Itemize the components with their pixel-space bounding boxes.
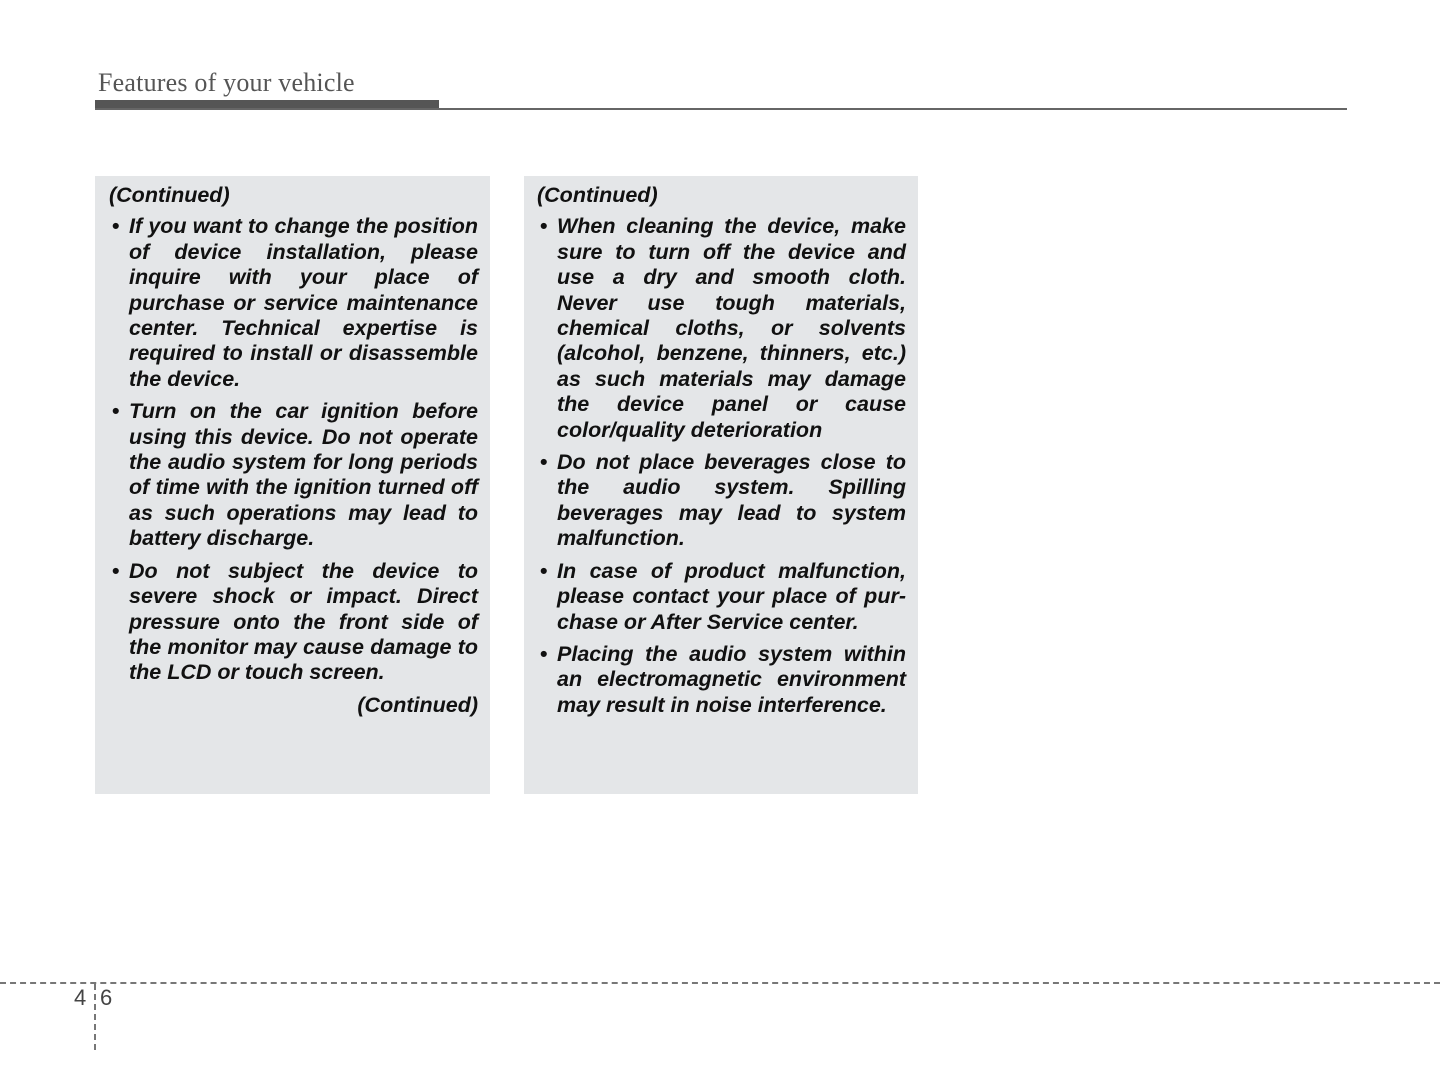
list-item <box>537 559 906 635</box>
header-rule <box>95 108 1347 110</box>
caution-list-left <box>109 214 478 685</box>
bullet-icon: • <box>112 214 120 239</box>
continued-label-top: (Continued) <box>109 183 230 207</box>
chapter-number: 4 <box>74 985 87 1010</box>
page-number: 6 <box>100 985 113 1010</box>
list-item <box>109 559 478 686</box>
continued-label-top: (Continued) <box>537 183 658 207</box>
bullet-icon: • <box>540 641 548 666</box>
list-item-text: If you want to change the position of device installation, please inquire with your place of purchase or service maintenance center. Technical expertise is required to install or disassemble the device. <box>129 214 478 391</box>
list-item <box>109 214 478 392</box>
list-item <box>109 399 478 551</box>
bullet-icon: • <box>540 558 548 583</box>
list-item-text: Do not subject the device to severe shock or impact. Direct pressure onto the front side of the monitor may cause damage to the LCD or touch screen. <box>129 558 478 685</box>
list-item-text: In case of product malfunction, please contact your place of purchase or After Service center. <box>557 558 906 634</box>
list-item <box>537 214 906 443</box>
footer-dashed-rule <box>0 982 1440 984</box>
bullet-icon: • <box>112 399 120 424</box>
bullet-icon: • <box>540 214 548 239</box>
bullet-icon: • <box>540 450 548 475</box>
caution-box-left <box>95 176 490 794</box>
list-item-text: Do not place beverages close to the audio system. Spilling beverages may lead to system malfunction. <box>557 450 906 551</box>
running-header-title: Features of your vehicle <box>98 68 355 97</box>
page-number-divider <box>94 984 96 1050</box>
continued-label-bottom: (Continued) <box>357 692 478 717</box>
list-item-text: Turn on the car ignition before using this device. Do not operate the audio system for long periods of time with the ignition turned off as such operations may lead to battery discharge. <box>129 399 478 551</box>
bullet-icon: • <box>112 558 120 583</box>
list-item-text: Placing the audio system within an electromagnetic environment may result in noise interference. <box>557 641 906 717</box>
list-item-text: When cleaning the device, make sure to turn off the device and use a dry and smooth cloth. Never use tough materials, chemical cloths, or solvents (alcohol, benzene, thinners, etc.) as such materials may damage the device panel or cause color/quality deterioration <box>557 214 906 442</box>
list-item <box>537 450 906 552</box>
list-item <box>537 642 906 718</box>
header-accent-bar <box>95 100 439 108</box>
caution-list-right <box>537 214 906 718</box>
caution-box-right <box>524 176 918 794</box>
